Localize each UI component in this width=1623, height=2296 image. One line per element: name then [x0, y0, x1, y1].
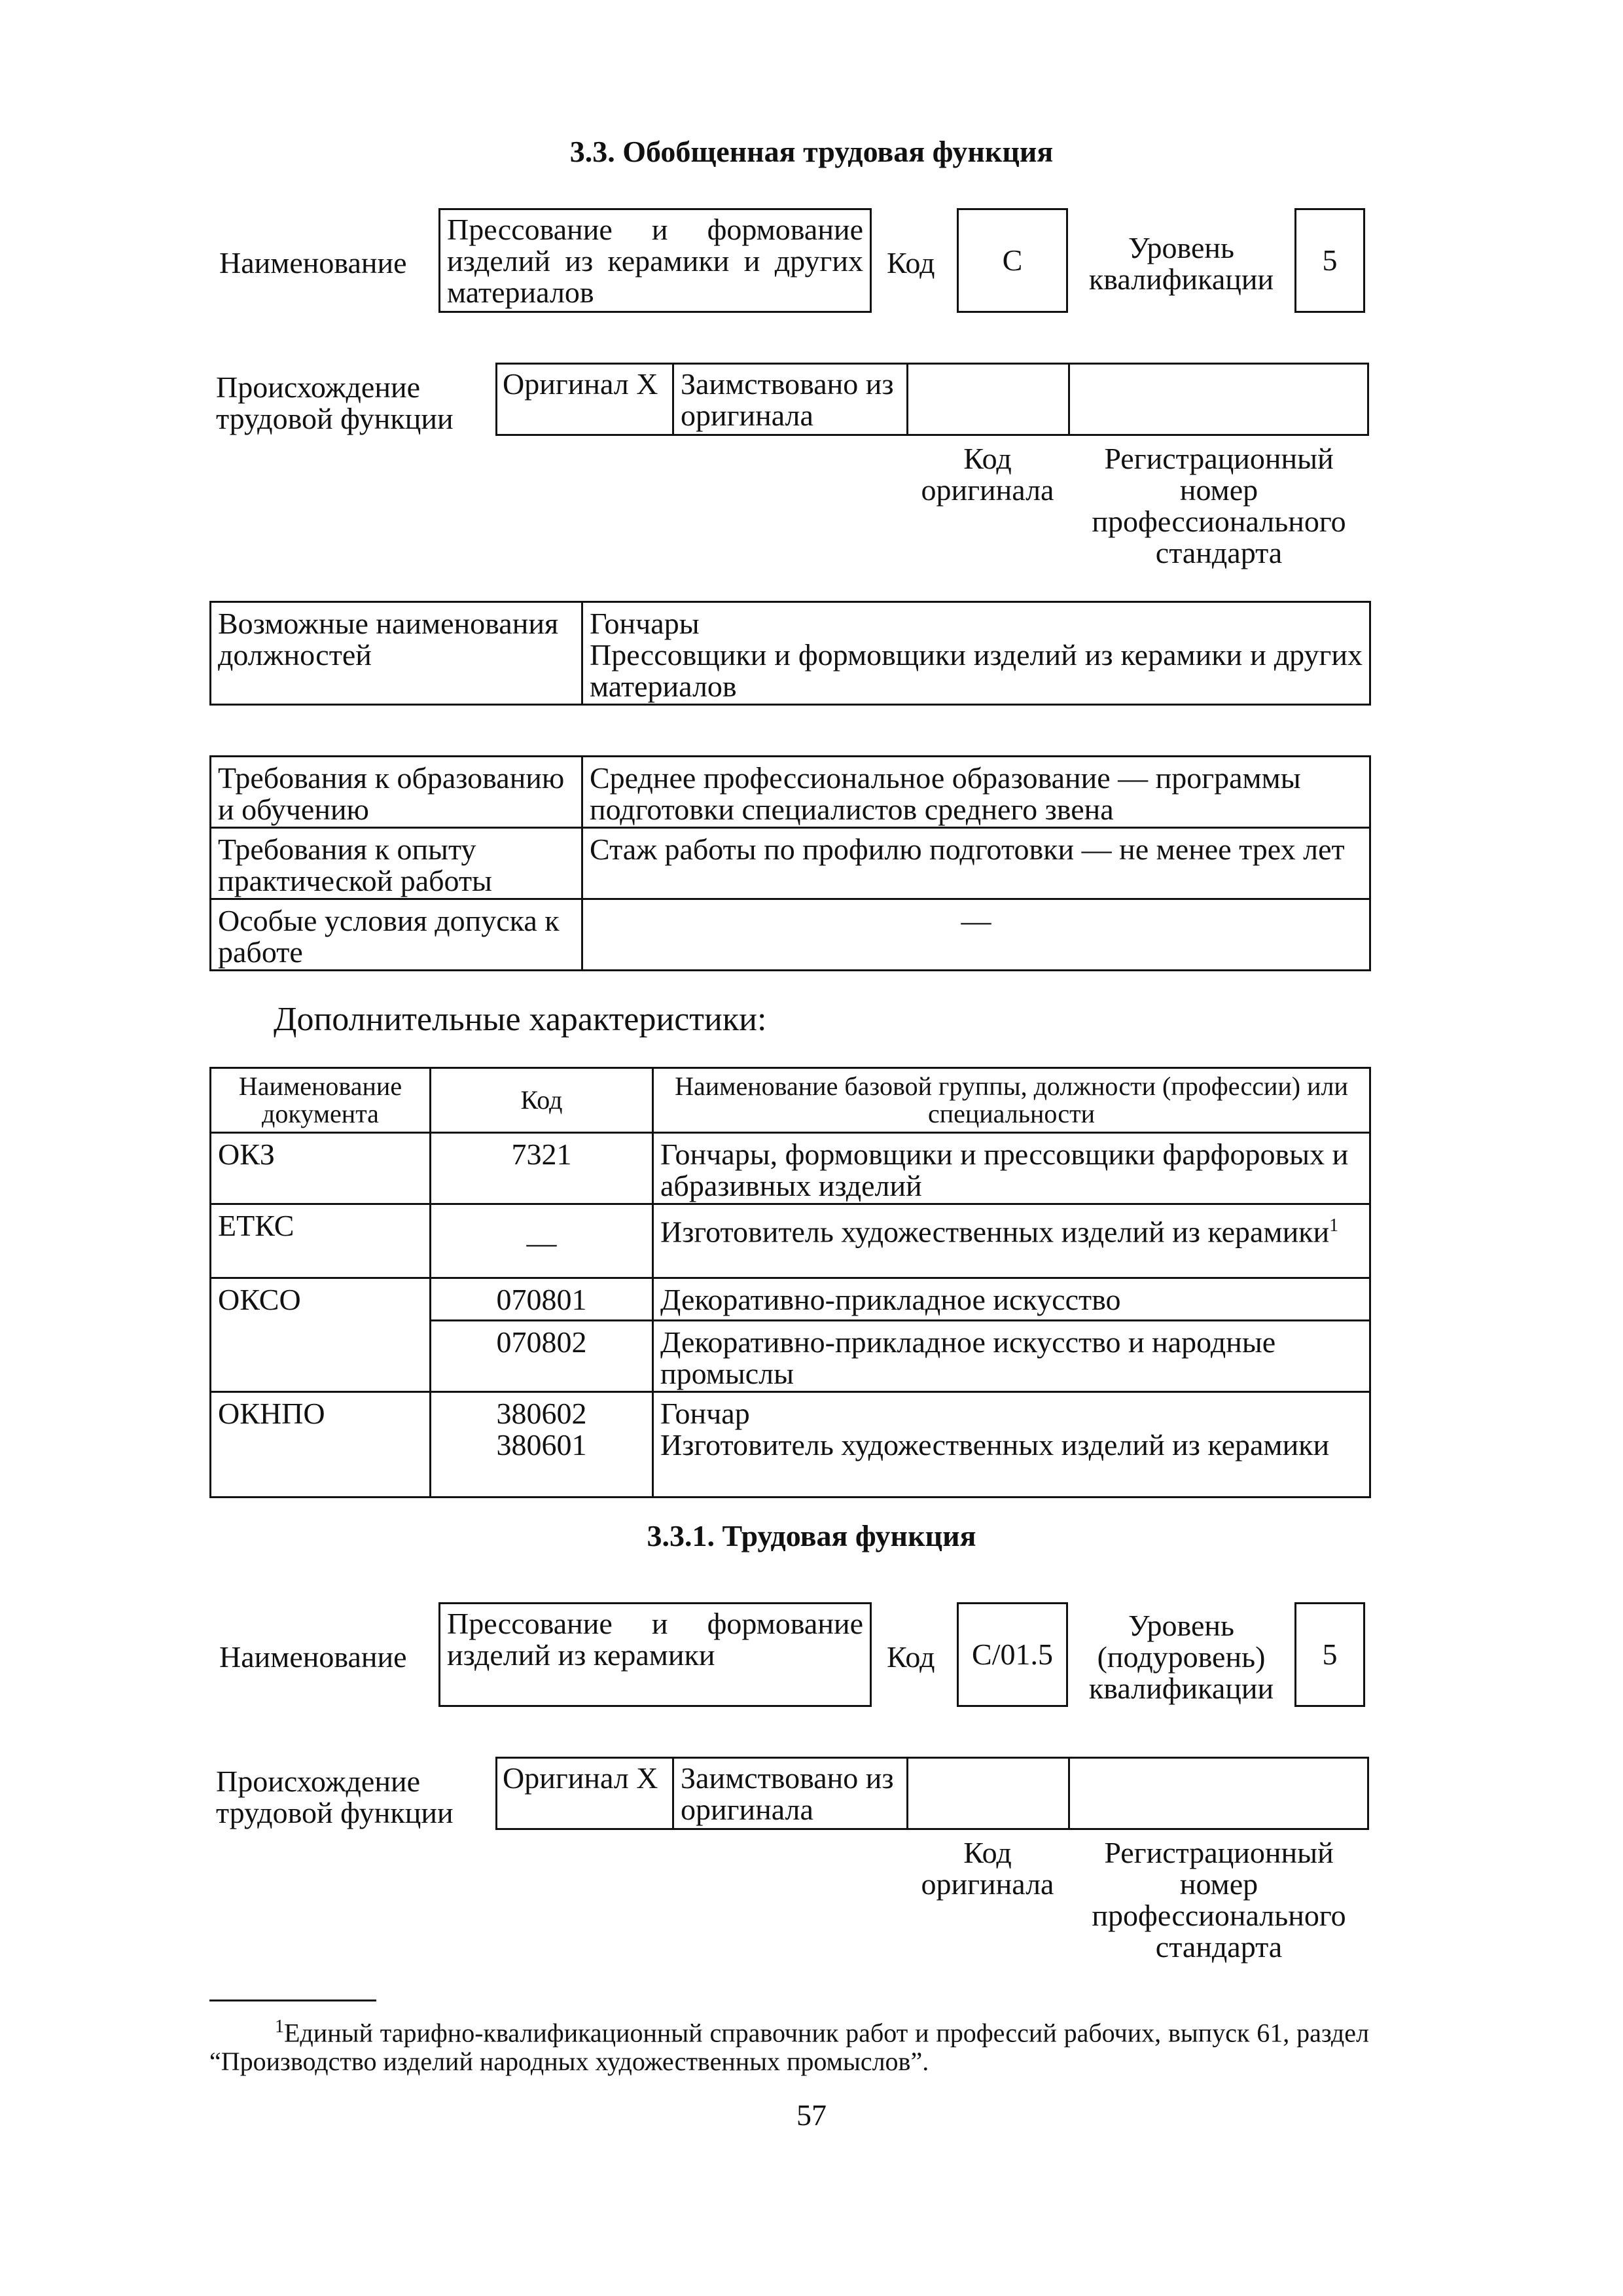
table-row [211, 757, 1370, 828]
positions-table [209, 601, 1371, 706]
level-label: Уровень (подуровень) квалификации [1088, 1609, 1274, 1705]
requirement-label: Требования к образованию и обучению [211, 757, 582, 828]
table-row [211, 602, 1370, 705]
requirement-value: Среднее профессиональное образование — программы подготовки специалистов среднего звена [582, 757, 1370, 828]
origin-borrowed: Заимствовано из оригинала [681, 1761, 894, 1826]
code-cell [431, 1392, 653, 1498]
level-label: Уровень квалификации [1088, 231, 1274, 296]
table-row [211, 1204, 1370, 1278]
requirement-value: Стаж работы по профилю подготовки — не менее трех лет [582, 828, 1370, 899]
origin-table [495, 1757, 1369, 1830]
requirements-table [209, 755, 1371, 971]
name-cell: Гончары, формовщики и прессовщики фарфоровых и абразивных изделий [653, 1133, 1370, 1204]
name-value: Прессование и формование изделий из керамики [447, 1607, 863, 1672]
origin-borrowed: Заимствовано из оригинала [681, 367, 894, 432]
table-row [211, 1133, 1370, 1204]
name-value-box [438, 208, 872, 313]
name-line-2: Изготовитель художественных изделий из керамики [660, 1428, 1330, 1462]
doc-cell: ОКСО [211, 1278, 431, 1392]
origin-label: Происхождение трудовой функции [216, 370, 454, 435]
level-value: 5 [1322, 1638, 1338, 1671]
origin-label: Происхождение трудовой функции [216, 1765, 454, 1829]
code-cell: — [431, 1204, 653, 1278]
doc-cell: ОКЗ [211, 1133, 431, 1204]
table-row [211, 899, 1370, 971]
footnote-text: Единый тарифно-квалификационный справочник работ и профессий рабочих, выпуск 61, раздел “Производство изделий народных художественных промыслов”. [209, 2018, 1369, 2077]
footnote-mark: 1 [275, 2017, 284, 2037]
origin-original: Оригинал X [503, 1761, 658, 1795]
positions-line-1: Гончары [590, 607, 700, 640]
positions-value [582, 602, 1370, 705]
code-cell: 070801 [431, 1278, 653, 1321]
name-text: Изготовитель художественных изделий из керамики [660, 1215, 1330, 1249]
name-line-1: Гончар [660, 1397, 750, 1430]
section-heading: 3.3. Обобщенная трудовая функция [569, 135, 1054, 168]
code-cell: 7321 [431, 1133, 653, 1204]
origin-original-cell [497, 1759, 674, 1828]
origin-borrowed-cell [674, 365, 908, 434]
origin-original-cell [497, 365, 674, 434]
doc-cell: ОКНПО [211, 1392, 431, 1498]
header-document: Наименование документа [211, 1068, 431, 1133]
code-value: C [1002, 243, 1023, 277]
origin-table [495, 363, 1369, 436]
name-value: Прессование и формование изделий из керамики и других материалов [447, 213, 863, 309]
code-cell: 070802 [431, 1321, 653, 1392]
name-cell [653, 1392, 1370, 1498]
footnote-mark: 1 [1329, 1215, 1339, 1236]
origin-reg-caption: Регистрационный номер профессионального стандарта [1092, 442, 1346, 569]
positions-line-2: Прессовщики и формовщики изделий из керамики и других материалов [590, 638, 1363, 703]
name-cell: Декоративно-прикладное искусство [653, 1278, 1370, 1321]
origin-borrowed-cell [674, 1759, 908, 1828]
code-line-2: 380601 [496, 1428, 587, 1462]
origin-code-cell [908, 365, 1070, 434]
name-cell [653, 1204, 1370, 1278]
origin-code-caption: Код оригинала [921, 442, 1054, 507]
table-header-row [211, 1068, 1370, 1133]
table-row [211, 1392, 1370, 1498]
footnote [209, 2013, 1369, 2076]
subsection-heading: 3.3.1. Трудовая функция [647, 1519, 976, 1552]
header-code: Код [431, 1068, 653, 1133]
name-value-box [438, 1602, 872, 1707]
code-value-box [957, 208, 1068, 313]
level-value-box [1294, 1602, 1365, 1707]
table-row [211, 828, 1370, 899]
doc-cell: ЕТКС [211, 1204, 431, 1278]
code-label: Код [887, 246, 935, 279]
code-line-1: 380602 [496, 1397, 587, 1430]
name-cell: Декоративно-прикладное искусство и народные промыслы [653, 1321, 1370, 1392]
level-value: 5 [1322, 243, 1338, 277]
name-label: Наименование [219, 1640, 407, 1674]
level-value-box [1294, 208, 1365, 313]
origin-code-caption: Код оригинала [921, 1836, 1054, 1901]
table-row [211, 1278, 1370, 1321]
code-label: Код [887, 1640, 935, 1674]
header-name: Наименование базовой группы, должности (профессии) или специальности [653, 1068, 1370, 1133]
requirement-label: Особые условия допуска к работе [211, 899, 582, 971]
additional-table [209, 1067, 1371, 1498]
code-value: C/01.5 [972, 1638, 1053, 1671]
positions-label: Возможные наименования должностей [211, 602, 582, 705]
requirement-label: Требования к опыту практической работы [211, 828, 582, 899]
footnote-rule [209, 2000, 376, 2001]
code-value-box [957, 1602, 1068, 1707]
origin-reg-caption: Регистрационный номер профессионального стандарта [1092, 1836, 1346, 1964]
origin-original: Оригинал X [503, 367, 658, 401]
origin-code-cell [908, 1759, 1070, 1828]
page-number: 57 [796, 2098, 827, 2132]
additional-title: Дополнительные характеристики: [274, 1001, 767, 1038]
requirement-value: — [582, 899, 1370, 971]
name-label: Наименование [219, 246, 407, 279]
